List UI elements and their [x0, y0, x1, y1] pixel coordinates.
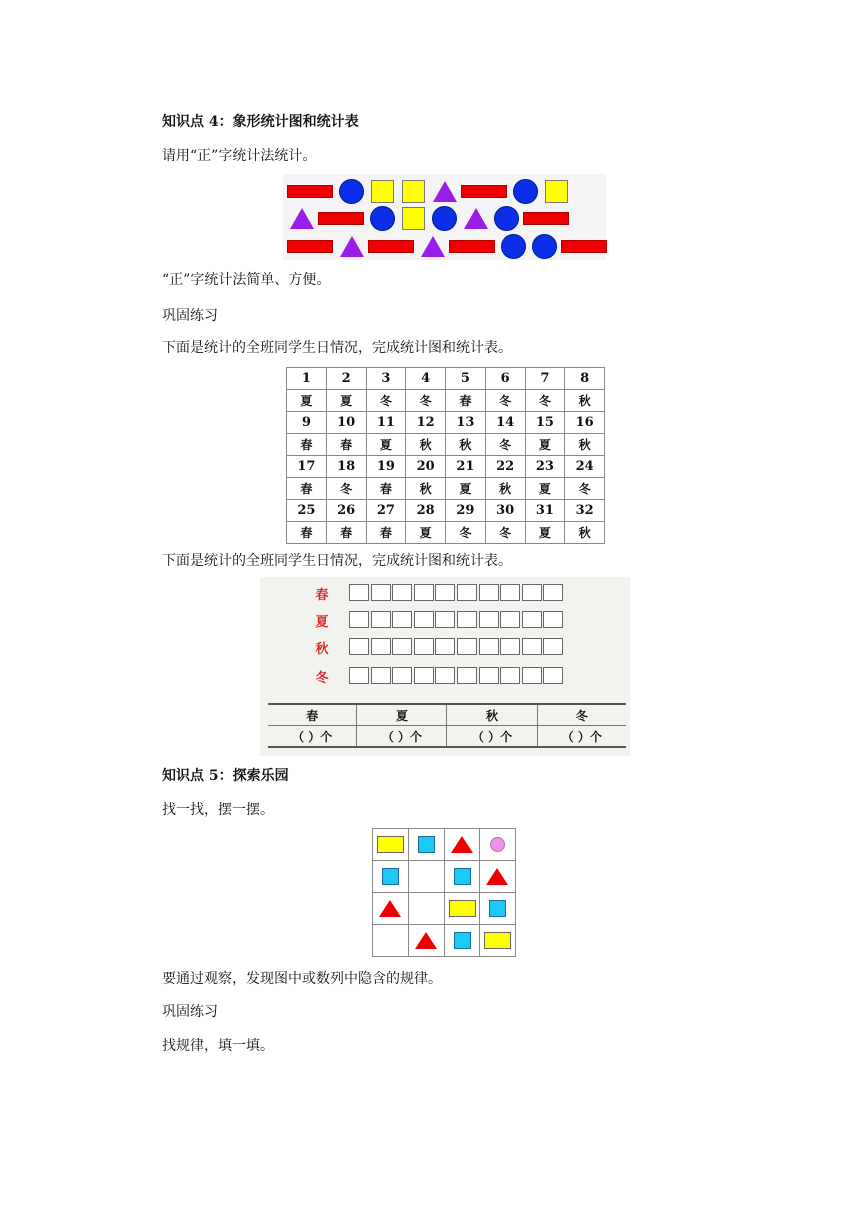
student-number-cell: 29 — [446, 500, 486, 522]
tally-cell[interactable] — [435, 638, 455, 655]
section5-practice: 巩固练习 — [162, 1004, 218, 1020]
empty-grid-cell[interactable] — [408, 893, 444, 925]
tally-cell[interactable] — [435, 611, 455, 628]
tally-cell[interactable] — [392, 667, 412, 684]
tally-cell[interactable] — [479, 584, 499, 601]
season-cell: 冬 — [406, 390, 446, 412]
section5-instruction: 找一找，摆一摆。 — [162, 802, 274, 818]
rectangle-shape — [523, 212, 569, 225]
season-cell: 冬 — [525, 390, 565, 412]
student-number-cell: 23 — [525, 456, 565, 478]
summary-count-blank[interactable]: （ ）个 — [447, 726, 537, 748]
student-number-cell: 2 — [326, 368, 366, 390]
tally-cell[interactable] — [479, 638, 499, 655]
season-cell: 秋 — [485, 478, 525, 500]
section4-heading: 知识点 4：象形统计图和统计表 — [162, 114, 359, 130]
section4-task2: 下面是统计的全班同学生日情况，完成统计图和统计表。 — [162, 553, 512, 569]
table-row — [287, 368, 605, 390]
tally-cell-row — [349, 638, 565, 655]
empty-grid-cell[interactable] — [408, 861, 444, 893]
tally-cell[interactable] — [457, 638, 477, 655]
tally-cell[interactable] — [349, 584, 369, 601]
grid-row — [373, 893, 516, 925]
summary-header-row — [268, 704, 626, 726]
empty-grid-cell[interactable] — [373, 925, 409, 957]
student-number-cell: 22 — [485, 456, 525, 478]
season-cell: 秋 — [446, 434, 486, 456]
grid-row — [373, 861, 516, 893]
tally-cell[interactable] — [392, 611, 412, 628]
tally-cell[interactable] — [543, 611, 563, 628]
season-cell: 冬 — [366, 390, 406, 412]
grid-cell — [480, 861, 516, 893]
season-cell: 夏 — [406, 522, 446, 544]
season-cell: 夏 — [525, 522, 565, 544]
student-number-cell: 4 — [406, 368, 446, 390]
tally-cell[interactable] — [479, 667, 499, 684]
tally-cell[interactable] — [457, 667, 477, 684]
summary-header: 春 — [268, 704, 357, 726]
birthday-table — [286, 367, 605, 544]
season-cell: 秋 — [406, 434, 446, 456]
student-number-cell: 8 — [565, 368, 605, 390]
tally-cell[interactable] — [349, 667, 369, 684]
circle-shape — [494, 206, 519, 231]
circle-shape — [513, 179, 538, 204]
season-cell: 春 — [287, 478, 327, 500]
square-shape — [454, 868, 471, 885]
student-number-cell: 16 — [565, 412, 605, 434]
season-cell: 夏 — [446, 478, 486, 500]
square-shape — [402, 180, 425, 203]
student-number-cell: 10 — [326, 412, 366, 434]
summary-count-blank[interactable]: （ ）个 — [357, 726, 447, 748]
season-cell: 夏 — [366, 434, 406, 456]
section4-practice: 巩固练习 — [162, 308, 218, 324]
square-shape — [402, 207, 425, 230]
tally-cell[interactable] — [349, 611, 369, 628]
tally-cell[interactable] — [349, 638, 369, 655]
grid-cell — [444, 925, 480, 957]
circle-shape — [501, 234, 526, 259]
season-cell: 春 — [287, 522, 327, 544]
square-shape — [418, 836, 435, 853]
student-number-cell: 6 — [485, 368, 525, 390]
tally-cell[interactable] — [522, 611, 542, 628]
tally-cell[interactable] — [457, 584, 477, 601]
tally-cell[interactable] — [414, 584, 434, 601]
square-shape — [371, 180, 394, 203]
student-number-cell: 7 — [525, 368, 565, 390]
tally-cell-row — [349, 584, 565, 601]
table-row — [287, 500, 605, 522]
pattern-grid — [372, 828, 516, 957]
student-number-cell: 30 — [485, 500, 525, 522]
student-number-cell: 21 — [446, 456, 486, 478]
season-cell: 冬 — [485, 434, 525, 456]
tally-cell[interactable] — [522, 638, 542, 655]
rect-shape — [377, 836, 404, 853]
triangle-shape — [290, 208, 314, 229]
season-cell: 冬 — [326, 478, 366, 500]
tally-cell[interactable] — [457, 611, 477, 628]
student-number-cell: 14 — [485, 412, 525, 434]
season-cell: 秋 — [565, 390, 605, 412]
table-row — [287, 478, 605, 500]
season-cell: 夏 — [525, 434, 565, 456]
grid-cell — [444, 893, 480, 925]
tally-cell[interactable] — [371, 667, 391, 684]
tally-cell[interactable] — [479, 611, 499, 628]
tally-chart — [260, 577, 630, 756]
season-label: 秋 — [315, 642, 329, 657]
square-shape — [382, 868, 399, 885]
student-number-cell: 24 — [565, 456, 605, 478]
tally-cell[interactable] — [543, 638, 563, 655]
summary-header: 夏 — [357, 704, 447, 726]
grid-cell — [480, 893, 516, 925]
season-label: 夏 — [315, 615, 329, 630]
square-shape — [454, 932, 471, 949]
season-cell: 夏 — [326, 390, 366, 412]
summary-count-row — [268, 726, 626, 748]
summary-header: 冬 — [537, 704, 626, 726]
student-number-cell: 27 — [366, 500, 406, 522]
season-cell: 春 — [326, 522, 366, 544]
square-shape — [545, 180, 568, 203]
grid-cell — [408, 829, 444, 861]
student-number-cell: 31 — [525, 500, 565, 522]
grid-cell — [444, 829, 480, 861]
rectangle-shape — [287, 240, 333, 253]
tally-cell[interactable] — [414, 667, 434, 684]
circle-shape — [432, 206, 457, 231]
circle-shape — [370, 206, 395, 231]
student-number-cell: 19 — [366, 456, 406, 478]
grid-row — [373, 829, 516, 861]
student-number-cell: 3 — [366, 368, 406, 390]
tally-cell[interactable] — [371, 638, 391, 655]
season-cell: 秋 — [565, 522, 605, 544]
season-cell: 春 — [366, 522, 406, 544]
tally-cell[interactable] — [392, 584, 412, 601]
rectangle-shape — [461, 185, 507, 198]
grid-cell — [408, 925, 444, 957]
table-row — [287, 434, 605, 456]
season-label: 春 — [315, 588, 329, 603]
season-cell: 冬 — [485, 390, 525, 412]
grid-cell — [373, 893, 409, 925]
tally-cell[interactable] — [371, 611, 391, 628]
grid-cell — [480, 925, 516, 957]
rectangle-shape — [318, 212, 364, 225]
summary-table — [268, 703, 626, 748]
student-number-cell: 11 — [366, 412, 406, 434]
student-number-cell: 20 — [406, 456, 446, 478]
tally-cell[interactable] — [435, 584, 455, 601]
triangle-shape — [486, 868, 508, 885]
grid-row — [373, 925, 516, 957]
section4-note: “正”字统计法简单、方便。 — [162, 272, 331, 288]
tally-cell[interactable] — [414, 638, 434, 655]
rectangle-shape — [449, 240, 495, 253]
section5-heading: 知识点 5：探索乐园 — [162, 768, 289, 784]
student-number-cell: 12 — [406, 412, 446, 434]
triangle-shape — [415, 932, 437, 949]
season-cell: 冬 — [485, 522, 525, 544]
season-label: 冬 — [315, 671, 329, 686]
student-number-cell: 9 — [287, 412, 327, 434]
student-number-cell: 17 — [287, 456, 327, 478]
student-number-cell: 18 — [326, 456, 366, 478]
student-number-cell: 25 — [287, 500, 327, 522]
square-shape — [489, 900, 506, 917]
table-row — [287, 390, 605, 412]
student-number-cell: 15 — [525, 412, 565, 434]
grid-cell — [373, 861, 409, 893]
grid-cell — [480, 829, 516, 861]
section4-instruction: 请用“正”字统计法统计。 — [162, 148, 317, 164]
section5-note: 要通过观察，发现图中或数列中隐含的规律。 — [162, 971, 442, 987]
rect-shape — [449, 900, 476, 917]
season-cell: 春 — [326, 434, 366, 456]
circle-shape — [532, 234, 557, 259]
table-row — [287, 456, 605, 478]
tally-cell[interactable] — [522, 667, 542, 684]
season-cell: 春 — [446, 390, 486, 412]
student-number-cell: 1 — [287, 368, 327, 390]
tally-cell[interactable] — [543, 584, 563, 601]
tally-cell[interactable] — [500, 611, 520, 628]
season-cell: 冬 — [565, 478, 605, 500]
tally-cell-row — [349, 611, 565, 628]
tally-cell[interactable] — [522, 584, 542, 601]
student-number-cell: 28 — [406, 500, 446, 522]
table-row — [287, 412, 605, 434]
season-cell: 春 — [366, 478, 406, 500]
triangle-shape — [340, 236, 364, 257]
triangle-shape — [451, 836, 473, 853]
shapes-figure — [283, 174, 606, 260]
season-cell: 春 — [287, 434, 327, 456]
triangle-shape — [464, 208, 488, 229]
grid-cell — [373, 829, 409, 861]
tally-cell[interactable] — [543, 667, 563, 684]
tally-cell[interactable] — [414, 611, 434, 628]
season-cell: 夏 — [287, 390, 327, 412]
triangle-shape — [433, 181, 457, 202]
summary-count-blank[interactable]: （ ）个 — [268, 726, 357, 748]
summary-count-blank[interactable]: （ ）个 — [537, 726, 626, 748]
tally-cell[interactable] — [500, 638, 520, 655]
season-cell: 夏 — [525, 478, 565, 500]
rect-shape — [484, 932, 511, 949]
section4-task1: 下面是统计的全班同学生日情况，完成统计图和统计表。 — [162, 340, 512, 356]
circle-shape — [490, 837, 505, 852]
circle-shape — [339, 179, 364, 204]
tally-cell[interactable] — [500, 667, 520, 684]
student-number-cell: 32 — [565, 500, 605, 522]
student-number-cell: 5 — [446, 368, 486, 390]
tally-cell[interactable] — [371, 584, 391, 601]
tally-cell[interactable] — [392, 638, 412, 655]
grid-cell — [444, 861, 480, 893]
student-number-cell: 13 — [446, 412, 486, 434]
triangle-shape — [379, 900, 401, 917]
season-cell: 秋 — [406, 478, 446, 500]
rectangle-shape — [368, 240, 414, 253]
season-cell: 冬 — [446, 522, 486, 544]
tally-cell-row — [349, 667, 565, 684]
section5-task: 找规律，填一填。 — [162, 1038, 274, 1054]
summary-header: 秋 — [447, 704, 537, 726]
season-cell: 秋 — [565, 434, 605, 456]
rectangle-shape — [561, 240, 607, 253]
table-row — [287, 522, 605, 544]
tally-cell[interactable] — [500, 584, 520, 601]
triangle-shape — [421, 236, 445, 257]
tally-cell[interactable] — [435, 667, 455, 684]
student-number-cell: 26 — [326, 500, 366, 522]
rectangle-shape — [287, 185, 333, 198]
